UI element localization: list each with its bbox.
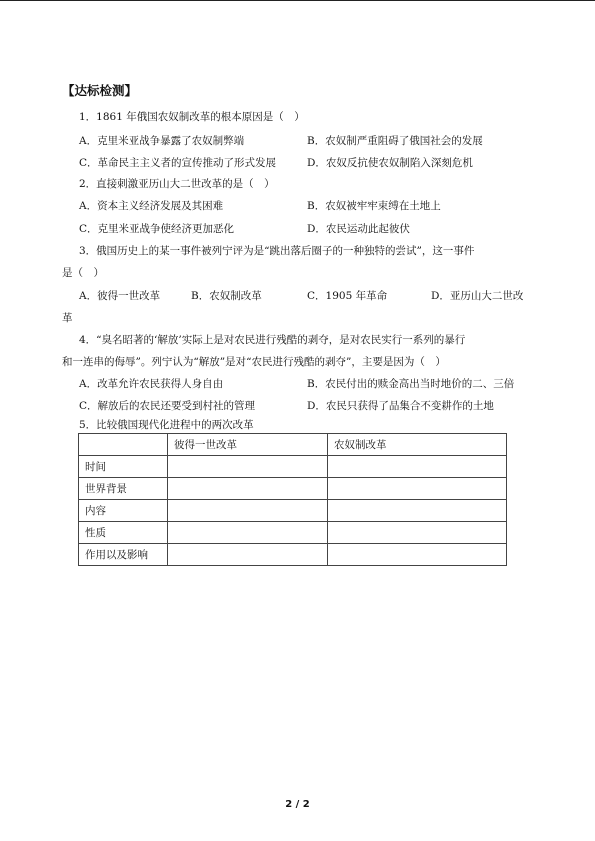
- table-row: [79, 500, 507, 522]
- table-cell: [168, 478, 328, 500]
- table-row-label: 性质: [79, 522, 168, 544]
- question-4-stem-line-1: 4．“臭名昭著的‘解放’实际上是对农民进行残酷的剥夺，是对农民实行一系列的暴行: [79, 334, 466, 346]
- comparison-table: [78, 433, 507, 566]
- question-2-option-b: B．农奴被牢牢束缚在土地上: [307, 200, 441, 212]
- question-1-stem: 1．1861 年俄国农奴制改革的根本原因是（ ）: [79, 111, 305, 123]
- table-cell: [328, 456, 507, 478]
- question-1-option-b: B．农奴制严重阻碍了俄国社会的发展: [307, 135, 483, 147]
- question-4-option-a: A．改革允许农民获得人身自由: [79, 378, 224, 390]
- table-cell: [328, 478, 507, 500]
- table-row: [79, 456, 507, 478]
- table-cell: [168, 456, 328, 478]
- table-row-label: 时间: [79, 456, 168, 478]
- question-3-stem-line-2: 是（ ）: [62, 267, 104, 279]
- table-row: [79, 544, 507, 566]
- top-border-line: [0, 0, 595, 1]
- table-header-cell: 彼得一世改革: [168, 434, 328, 456]
- question-1-option-c: C．革命民主主义者的宣传推动了形式发展: [79, 157, 277, 169]
- question-2-option-a: A．资本主义经济发展及其困难: [79, 200, 224, 212]
- question-3-option-c: C．1905 年革命: [307, 290, 388, 302]
- table-cell: [168, 500, 328, 522]
- question-4-option-d: D．农民只获得了品集合不变耕作的土地: [307, 400, 494, 412]
- table-row-label: 世界背景: [79, 478, 168, 500]
- question-5-stem: 5．比较俄国现代化进程中的两次改革: [79, 419, 254, 431]
- question-2-option-d: D．农民运动此起彼伏: [307, 223, 410, 235]
- question-2-stem: 2．直接刺激亚历山大二世改革的是（ ）: [79, 178, 275, 190]
- table-cell: [168, 522, 328, 544]
- question-4-stem-line-2: 和一连串的侮辱”。列宁认为“解放”是对“农民进行残酷的剥夺”，主要是因为（ ）: [62, 356, 446, 368]
- question-4-option-b: B．农民付出的赎金高出当时地价的二、三倍: [307, 378, 515, 390]
- section-title: 【达标检测】: [62, 83, 138, 98]
- table-header-row: [79, 434, 507, 456]
- table-cell: [168, 544, 328, 566]
- question-1-option-a: A．克里米亚战争暴露了农奴制弊端: [79, 135, 245, 147]
- table-row-label: 内容: [79, 500, 168, 522]
- question-1-option-d: D．农奴反抗使农奴制陷入深刻危机: [307, 157, 473, 169]
- table-header-cell: [79, 434, 168, 456]
- table-cell: [328, 500, 507, 522]
- table-header-cell: 农奴制改革: [328, 434, 507, 456]
- table-row-label: 作用以及影响: [79, 544, 168, 566]
- page-number: 2 / 2: [285, 799, 310, 810]
- question-2-option-c: C．克里米亚战争使经济更加恶化: [79, 223, 235, 235]
- table-row: [79, 478, 507, 500]
- question-3-option-d: D．亚历山大二世改: [431, 290, 524, 302]
- table-cell: [328, 522, 507, 544]
- question-3-option-b: B．农奴制改革: [191, 290, 262, 302]
- table-cell: [328, 544, 507, 566]
- question-4-option-c: C．解放后的农民还要受到村社的管理: [79, 400, 256, 412]
- question-3-option-wrap: 革: [62, 312, 73, 324]
- table-row: [79, 522, 507, 544]
- question-3-stem-line-1: 3．俄国历史上的某一事件被列宁评为是“跳出落后圈子的一种独特的尝试”，这一事件: [79, 245, 475, 257]
- question-3-option-a: A．彼得一世改革: [79, 290, 161, 302]
